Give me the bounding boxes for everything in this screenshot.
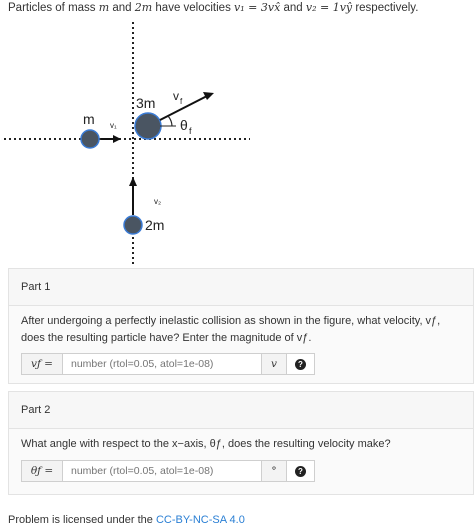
collision-diagram — [0, 18, 300, 268]
label-3m: 3m — [136, 95, 156, 111]
part1-question: After undergoing a perfectly inelastic collision as shown in the figure, what velocity, vƒ, does the resulting particle have? Enter the magnitude of vƒ. — [21, 315, 441, 344]
label-theta-sub: f — [189, 126, 192, 136]
part1-answer-row — [21, 353, 315, 375]
velocity-v2: v₂ = 1vŷ — [305, 1, 353, 14]
license-link[interactable]: CC-BY-NC-SA 4.0 — [155, 514, 245, 526]
problem-statement — [8, 1, 418, 14]
help-icon: ? — [295, 359, 306, 370]
intro-and: and — [109, 2, 135, 14]
license-text: Problem is licensed under the — [8, 514, 156, 526]
angle-arc — [168, 116, 172, 126]
part2-answer-row — [21, 460, 315, 482]
arrow-vf-head — [203, 92, 214, 100]
label-vf-sub: f — [180, 97, 183, 106]
label-2m: 2m — [145, 217, 165, 233]
part2-answer-label: θƒ = — [21, 460, 63, 482]
part2-help-button[interactable] — [287, 460, 315, 482]
particle-2m — [124, 216, 142, 234]
part2-title: Part 2 — [9, 392, 473, 429]
part1-title: Part 1 — [9, 269, 473, 306]
label-v2: v₂ — [154, 197, 162, 206]
mass-2m: 2m — [134, 1, 153, 14]
part2-question: What angle with respect to the x−axis, θƒ, does the resulting velocity make? — [21, 438, 391, 450]
velocity-v1: v₁ = 3vx̂ — [234, 1, 281, 14]
arrow-v2-head — [129, 177, 137, 186]
part2-card — [8, 391, 474, 495]
intro-text: Particles of mass — [8, 2, 99, 14]
license-footer — [8, 514, 245, 526]
part1-answer-input[interactable] — [63, 353, 261, 375]
intro-suffix: respectively. — [352, 2, 419, 14]
label-theta: θ — [180, 117, 188, 133]
arrow-v1-head — [113, 135, 121, 143]
intro-mid: have velocities — [152, 2, 235, 14]
label-m: m — [83, 111, 95, 127]
part1-answer-label: vƒ = — [21, 353, 63, 375]
mass-m: m — [98, 1, 110, 14]
part1-unit: v — [261, 353, 287, 375]
label-vf: v — [173, 89, 179, 103]
part1-card — [8, 268, 474, 384]
part2-unit: ° — [261, 460, 287, 482]
help-icon: ? — [295, 466, 306, 477]
intro-and-2: and — [280, 2, 306, 14]
part1-help-button[interactable] — [287, 353, 315, 375]
label-v1: v₁ — [110, 121, 117, 130]
particle-3m — [135, 113, 161, 139]
particle-m — [81, 130, 99, 148]
part2-answer-input[interactable] — [63, 460, 261, 482]
